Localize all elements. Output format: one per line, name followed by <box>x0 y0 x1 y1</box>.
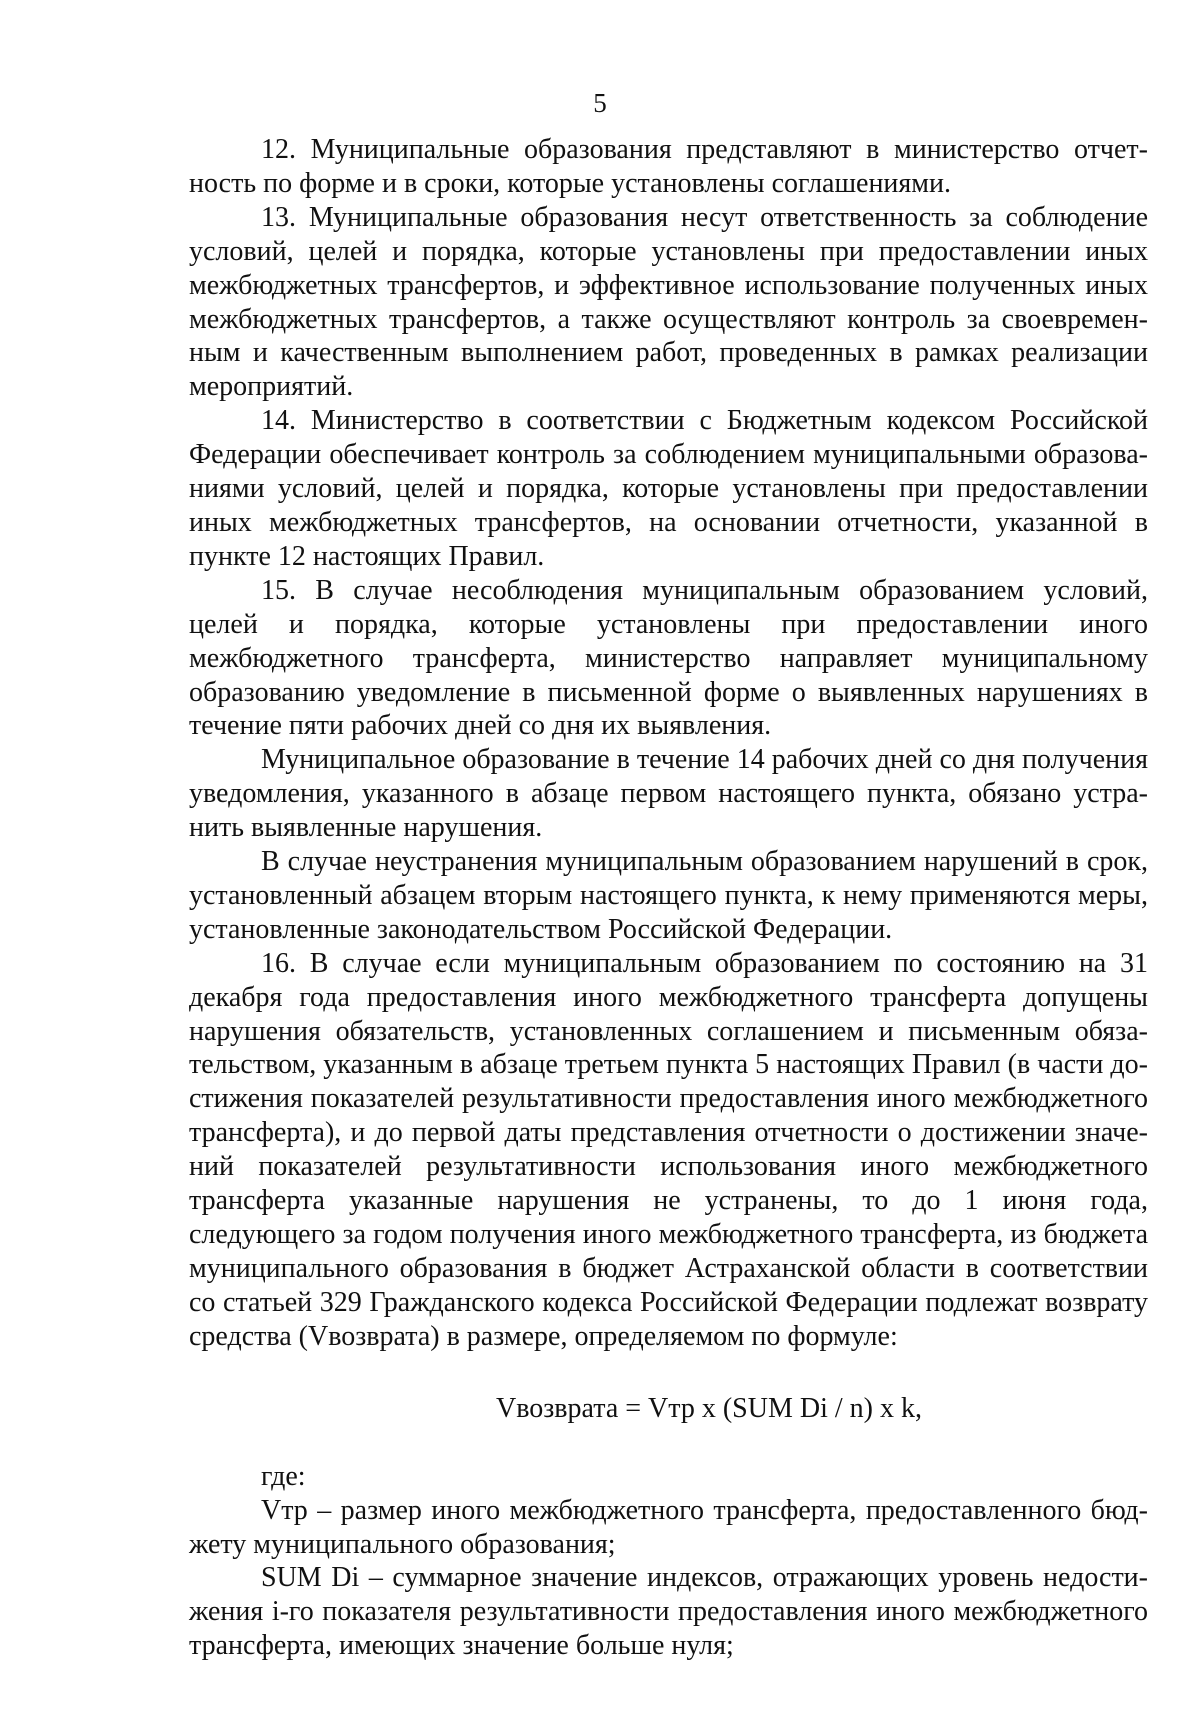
where-label: где: <box>261 1460 306 1492</box>
paragraph-15-second: Муниципальное образование в течение 14 рабочих дней со дня получения уведомления, указанного в абзаце первом настоящего пункта, обязано устранить выявленные нарушения. <box>189 744 1148 844</box>
definition-vtr: Vтр – размер иного межбюджетного трансферта, предоставленного бюджету муниципального образования; <box>189 1494 1148 1560</box>
refund-formula: Vвозврата = Vтр x (SUM Di / n) x k, <box>496 1392 922 1424</box>
paragraph-15-third: В случае неустранения муниципальным образованием нарушений в срок, установленный абзацем вторым настоящего пункта, к нему применяются меры, установленные законодательством Российской Федерации. <box>189 846 1148 945</box>
definition-sum-di: SUM Di – суммарное значение индексов, отражающих уровень недостижения i-го показателя результативности предоставления иного межбюджетного трансферта, имеющих значение больше нуля; <box>189 1562 1148 1662</box>
paragraph-15: 15. В случае несоблюдения муниципальным образованием условий, целей и порядка, которые установлены при предоставлении иного межбюджетного трансферта, министерство направляет муниципальному образованию уведомление в письменной форме о выявленных нарушениях в течение пяти рабочих дней со дня их выявления. <box>189 574 1148 742</box>
document-body <box>189 133 1148 1663</box>
paragraph-12: 12. Муниципальные образования представляют в министерство отчетность по форме и в сроки, которые установлены соглашениями. <box>189 134 1148 199</box>
paragraph-13: 13. Муниципальные образования несут ответственность за соблюдение условий, целей и порядка, которые установлены при предоставлении иных межбюджетных трансфертов, и эффективное использование полученных иных межбюджетных трансфертов, а также осуществляют контроль за своевременным и качественным выполнением работ, проведенных в рамках реализации мероприятий. <box>189 201 1148 403</box>
page-number: 5 <box>593 88 607 118</box>
paragraph-16: 16. В случае если муниципальным образованием по состоянию на 31 декабря года предоставления иного межбюджетного трансферта допущены нарушения обязательств, установленных соглашением и письменным обязательством, указанным в абзаце третьем пункта 5 настоящих Правил (в части достижения показателей результативности предоставления иного межбюджетного трансферта), и до первой даты представления отчетности о достижении значений показателей результативности использования иного межбюджетного трансферта указанные нарушения не устранены, то до 1 июня года, следующего за годом получения иного межбюджетного трансферта, из бюджета муниципального образования в бюджет Астраханской области в соответствии со статьей 329 Гражданского кодекса Российской Федерации подлежат возврату средства (Vвозврата) в размере, определяемом по формуле: <box>189 947 1148 1352</box>
paragraph-14: 14. Министерство в соответствии с Бюджетным кодексом Российской Федерации обеспечивает контроль за соблюдением муниципальными образованиями условий, целей и порядка, которые установлены при предоставлении иных межбюджетных трансфертов, на основании отчетности, указанной в пункте 12 настоящих Правил. <box>189 405 1148 572</box>
